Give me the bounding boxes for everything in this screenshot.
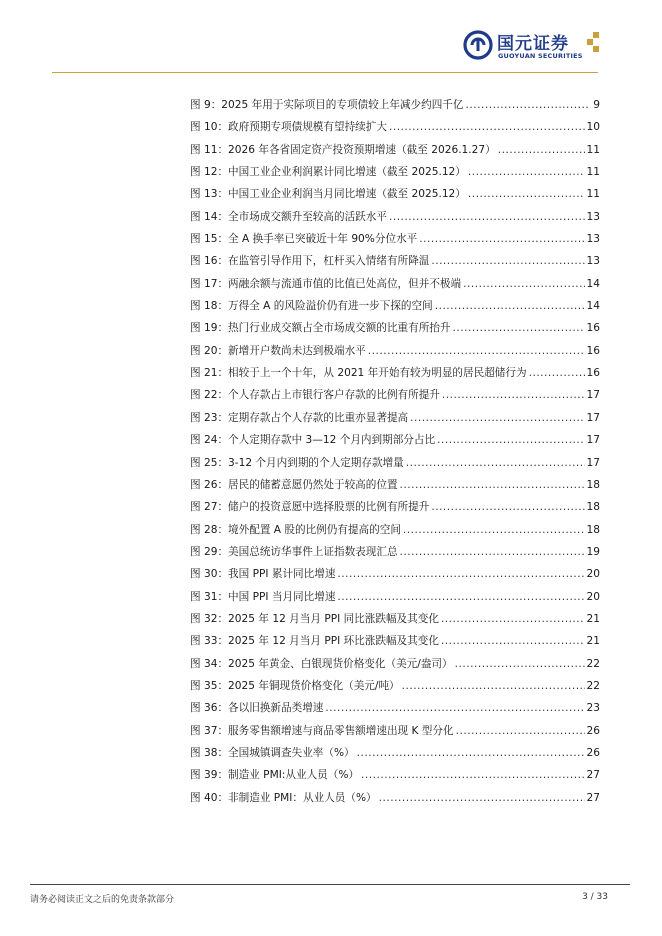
toc-entry-title: 图 34：2025 年黄金、白银现货价格变化（美元/盎司） xyxy=(190,657,453,670)
toc-entry[interactable] xyxy=(190,161,600,183)
toc-entry[interactable] xyxy=(190,206,600,228)
toc-entry-title: 图 16：在监管引导作用下，杠杆买入情绪有所降温 xyxy=(190,255,430,268)
toc-entry[interactable] xyxy=(190,474,600,496)
toc-entry-page: 21 xyxy=(586,635,600,648)
toc-entry-title: 图 30：我国 PPI 累计同比增速 xyxy=(190,568,336,581)
toc-leader-dots xyxy=(389,206,585,228)
page-number: 3 / 33 xyxy=(582,892,608,902)
toc-entry-page: 22 xyxy=(586,657,600,670)
toc-entry-page: 13 xyxy=(586,233,600,246)
toc-entry-page: 19 xyxy=(586,545,600,558)
toc-entry-page: 13 xyxy=(586,210,600,223)
toc-leader-dots xyxy=(337,586,584,608)
toc-entry-title: 图 12：中国工业企业利润累计同比增速（截至 2025.12） xyxy=(190,166,466,179)
toc-leader-dots xyxy=(337,563,584,585)
toc-entry-title: 图 13：中国工业企业利润当月同比增速（截至 2025.12） xyxy=(190,188,466,201)
toc-entry-page: 23 xyxy=(586,702,600,715)
toc-entry-title: 图 20：新增开户数尚未达到极端水平 xyxy=(190,344,366,357)
company-logo xyxy=(463,28,603,68)
toc-entry-page: 26 xyxy=(586,746,600,759)
toc-entry-page: 13 xyxy=(586,255,600,268)
toc-leader-dots xyxy=(463,273,584,295)
toc-entry-title: 图 27：储户的投资意愿中选择股票的比例有所提升 xyxy=(190,501,430,514)
toc-leader-dots xyxy=(410,407,584,429)
toc-entry-page: 17 xyxy=(586,389,600,402)
toc-leader-dots xyxy=(453,317,585,339)
toc-entry-page: 10 xyxy=(586,121,600,134)
toc-entry[interactable] xyxy=(190,429,600,451)
toc-entry-page: 17 xyxy=(586,411,600,424)
toc-entry-title: 图 11：2026 年各省固定资产投资预期增速（截至 2026.1.27） xyxy=(190,143,496,156)
toc-entry[interactable] xyxy=(190,720,600,742)
toc-entry[interactable] xyxy=(190,764,600,786)
figure-table-of-contents xyxy=(190,94,600,809)
toc-leader-dots xyxy=(441,608,585,630)
toc-entry[interactable] xyxy=(190,586,600,608)
toc-entry[interactable] xyxy=(190,541,600,563)
toc-entry-page: 14 xyxy=(586,277,600,290)
toc-leader-dots xyxy=(466,94,589,116)
toc-entry[interactable] xyxy=(190,384,600,406)
toc-entry-title: 图 23：定期存款占个人存款的比重亦显著提高 xyxy=(190,411,409,424)
toc-leader-dots xyxy=(400,541,585,563)
toc-entry[interactable] xyxy=(190,675,600,697)
toc-entry-page: 16 xyxy=(586,344,600,357)
toc-leader-dots xyxy=(406,452,585,474)
toc-leader-dots xyxy=(325,697,584,719)
toc-leader-dots xyxy=(403,519,585,541)
toc-entry-page: 22 xyxy=(586,679,600,692)
toc-entry[interactable] xyxy=(190,742,600,764)
toc-entry-page: 11 xyxy=(586,166,600,179)
toc-entry-title: 图 35：2025 年铜现货价格变化（美元/吨） xyxy=(190,679,400,692)
toc-entry[interactable] xyxy=(190,116,600,138)
toc-entry-title: 图 28：境外配置 A 股的比例仍有提高的空间 xyxy=(190,523,401,536)
toc-entry-title: 图 21：相较于上一个十年，从 2021 年开始有较为明显的居民超储行为 xyxy=(190,367,527,380)
toc-entry-title: 图 18：万得全 A 的风险溢价仍有进一步下探的空间 xyxy=(190,300,433,313)
logo-text-en: GUOYUAN SECURITIES xyxy=(498,52,583,60)
toc-leader-dots xyxy=(455,653,585,675)
toc-entry[interactable] xyxy=(190,295,600,317)
toc-leader-dots xyxy=(431,496,584,518)
toc-entry[interactable] xyxy=(190,94,600,116)
toc-leader-dots xyxy=(389,116,585,138)
toc-entry-title: 图 26：居民的储蓄意愿仍然处于较高的位置 xyxy=(190,478,398,491)
toc-leader-dots xyxy=(456,720,585,742)
toc-entry-page: 27 xyxy=(586,791,600,804)
toc-leader-dots xyxy=(368,340,585,362)
footer-divider xyxy=(30,884,630,885)
toc-entry-title: 图 17：两融余额与流通市值的比值已处高位，但并不极端 xyxy=(190,277,462,290)
toc-entry-title: 图 33：2025 年 12 月当月 PPI 环比涨跌幅及其变化 xyxy=(190,635,439,648)
toc-leader-dots xyxy=(442,384,585,406)
toc-entry-title: 图 38：全国城镇调查失业率（%） xyxy=(190,746,355,759)
toc-entry[interactable] xyxy=(190,139,600,161)
toc-entry[interactable] xyxy=(190,340,600,362)
toc-entry-title: 图 22：个人存款占上市银行客户存款的比例有所提升 xyxy=(190,389,440,402)
toc-entry-title: 图 32：2025 年 12 月当月 PPI 同比涨跌幅及其变化 xyxy=(190,612,439,625)
toc-leader-dots xyxy=(379,787,585,809)
toc-entry-page: 18 xyxy=(586,501,600,514)
toc-entry-page: 20 xyxy=(586,590,600,603)
toc-entry[interactable] xyxy=(190,519,600,541)
toc-entry[interactable] xyxy=(190,317,600,339)
toc-entry-page: 26 xyxy=(586,724,600,737)
toc-entry-title: 图 39：制造业 PMI:从业人员（%） xyxy=(190,769,360,782)
toc-entry[interactable] xyxy=(190,452,600,474)
toc-entry-title: 图 19：热门行业成交额占全市场成交额的比重有所抬升 xyxy=(190,322,451,335)
logo-mark-icon xyxy=(463,30,493,60)
toc-leader-dots xyxy=(468,161,585,183)
toc-entry[interactable] xyxy=(190,630,600,652)
toc-leader-dots xyxy=(498,139,585,161)
toc-leader-dots xyxy=(400,474,585,496)
toc-entry-page: 16 xyxy=(586,322,600,335)
toc-leader-dots xyxy=(419,228,584,250)
toc-entry-title: 图 9：2025 年用于实际项目的专项债较上年减少约四千亿 xyxy=(190,99,464,111)
toc-entry-page: 14 xyxy=(586,300,600,313)
toc-entry-title: 图 37：服务零售额增速与商品零售额增速出现 K 型分化 xyxy=(190,724,454,737)
toc-entry-title: 图 15：全 A 换手率已突破近十年 90%分位水平 xyxy=(190,233,418,246)
toc-entry-page: 11 xyxy=(586,143,600,156)
toc-entry-page: 18 xyxy=(586,478,600,491)
toc-entry-page: 21 xyxy=(586,612,600,625)
page-header xyxy=(0,0,662,80)
toc-entry-title: 图 36：各以旧换新品类增速 xyxy=(190,702,324,715)
header-divider xyxy=(52,72,598,73)
toc-entry[interactable] xyxy=(190,273,600,295)
toc-entry-title: 图 40：非制造业 PMI：从业人员（%） xyxy=(190,791,377,804)
toc-leader-dots xyxy=(402,675,585,697)
toc-leader-dots xyxy=(357,742,585,764)
toc-entry[interactable] xyxy=(190,787,600,809)
toc-entry[interactable] xyxy=(190,407,600,429)
toc-entry[interactable] xyxy=(190,183,600,205)
toc-leader-dots xyxy=(435,295,585,317)
toc-entry[interactable] xyxy=(190,496,600,518)
toc-leader-dots xyxy=(361,764,584,786)
toc-entry-title: 图 24：个人定期存款中 3—12 个月内到期部分占比 xyxy=(190,434,436,447)
toc-entry[interactable] xyxy=(190,250,600,272)
toc-entry[interactable] xyxy=(190,697,600,719)
footer-disclaimer: 请务必阅读正文之后的免责条款部分 xyxy=(30,895,175,905)
toc-leader-dots xyxy=(468,183,585,205)
toc-leader-dots xyxy=(437,429,584,451)
toc-entry[interactable] xyxy=(190,228,600,250)
toc-entry-title: 图 25：3-12 个月内到期的个人定期存款增量 xyxy=(190,456,404,469)
toc-entry-page: 11 xyxy=(586,188,600,201)
toc-entry-page: 17 xyxy=(586,434,600,447)
toc-entry-page: 16 xyxy=(586,367,600,380)
toc-entry[interactable] xyxy=(190,608,600,630)
toc-entry-title: 图 14：全市场成交额升至较高的活跃水平 xyxy=(190,210,387,223)
logo-accent-icon xyxy=(587,32,601,54)
toc-entry-title: 图 31：中国 PPI 当月同比增速 xyxy=(190,590,336,603)
toc-entry-title: 图 10：政府预期专项债规模有望持续扩大 xyxy=(190,121,387,134)
toc-entry[interactable] xyxy=(190,563,600,585)
toc-entry-page: 9 xyxy=(593,99,600,111)
toc-entry-page: 27 xyxy=(586,769,600,782)
toc-entry-page: 18 xyxy=(586,523,600,536)
toc-leader-dots xyxy=(529,362,585,384)
logo-text-cn: 国元证券 xyxy=(497,34,569,54)
toc-leader-dots xyxy=(441,630,585,652)
toc-entry-title: 图 29：美国总统访华事件上证指数表现汇总 xyxy=(190,545,398,558)
toc-leader-dots xyxy=(431,250,584,272)
toc-entry[interactable] xyxy=(190,653,600,675)
toc-entry-page: 20 xyxy=(586,568,600,581)
toc-entry[interactable] xyxy=(190,362,600,384)
toc-entry-page: 17 xyxy=(586,456,600,469)
